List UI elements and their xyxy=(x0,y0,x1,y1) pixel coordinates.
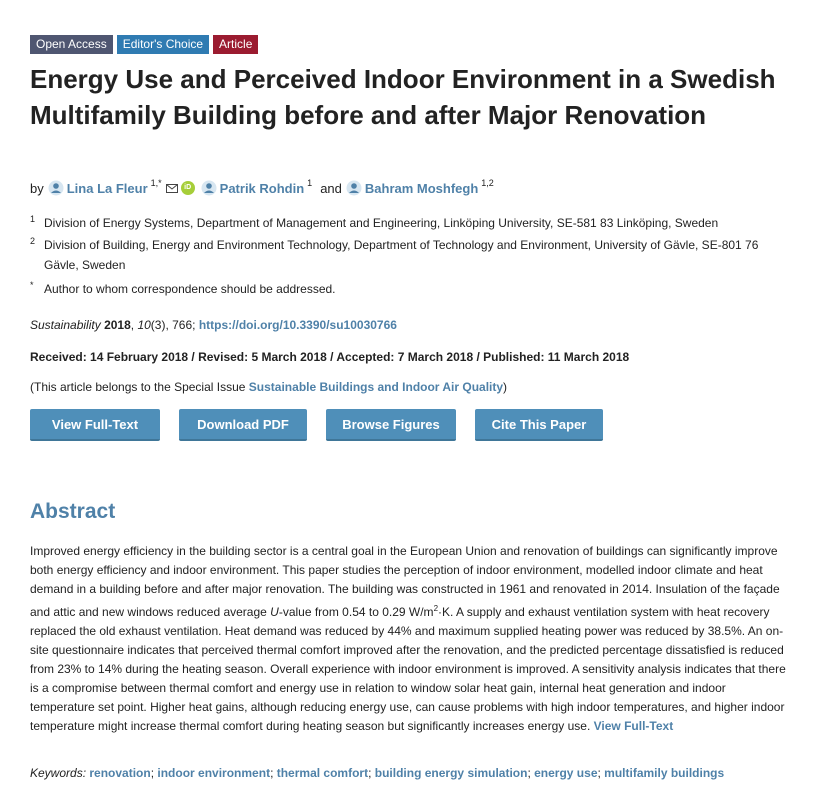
email-icon[interactable] xyxy=(166,184,178,193)
citation-issue-pages: (3), 766; xyxy=(150,318,196,332)
author-list xyxy=(30,180,494,196)
download-pdf-button[interactable]: Download PDF xyxy=(179,409,307,441)
affiliation-2 xyxy=(30,235,774,275)
and-label: and xyxy=(320,180,342,196)
keywords: Keywords: renovation; indoor environment; thermal comfort; building energy simulation; energy use; multifamily buildings xyxy=(30,766,725,780)
abstract-text: Improved energy efficiency in the building sector is a central goal in the European Union and renovation of buildings can significantly improve both energy efficiency and indoor environment. This paper studies the perception of indoor environment, modelled indoor climate and heat demand in a building before and after major renovation. The building was constructed in 1961 and renovated in 2014. Insulation of the façade and attic and new windows reduced average U-value from 0.54 to 0.29 $W/m^2\cdot K$. A supply and exhaust ventilation system with heat recovery replaced the old exhaust ventilation. Heat demand was reduced by 44% and maximum supplied heating power was reduced by 38.5%. An on-site questionnaire indicates that perceived thermal comfort improved after the renovation, and the predicted percentage dissatisfied is reduced from 23% to 14% during the heating season. Overall experience with indoor environment is improved. A sensitivity analysis indicates that there is a compromise between thermal comfort and energy use in relation to window solar heat gain, internal heat generation and indoor temperature set point. Higher heat gains, although reducing energy use, can cause problems with high indoor temperatures, and higher indoor temperature might increase thermal comfort during heating season but significantly increases energy use. View Full-Text xyxy=(30,544,786,733)
citation-volume: 10 xyxy=(137,318,151,332)
author-profile-icon xyxy=(346,180,362,196)
affiliation-number: 2 xyxy=(30,236,36,246)
editors-choice-badge[interactable]: Editor's Choice xyxy=(117,35,209,54)
citation-year: 2018 xyxy=(104,318,131,332)
publication-dates: Received: 14 February 2018 / Revised: 5 March 2018 / Accepted: 7 March 2018 / Published: 11 March 2018 xyxy=(30,350,630,364)
affiliation-correspondence xyxy=(30,279,774,299)
keyword-link[interactable]: renovation xyxy=(89,766,151,780)
journal-name: Sustainability xyxy=(30,318,101,332)
special-issue-suffix: ) xyxy=(503,380,508,394)
abstract-heading: Abstract xyxy=(30,500,116,523)
special-issue-prefix: (This article belongs to the Special Issue xyxy=(30,380,246,394)
author-bahram-moshfegh[interactable]: Bahram Moshfegh xyxy=(364,180,479,196)
action-buttons xyxy=(30,409,603,441)
article-badge: Article xyxy=(213,35,258,54)
keyword-link[interactable]: multifamily buildings xyxy=(604,766,725,780)
keywords-label: Keywords: xyxy=(30,766,87,780)
keyword-link[interactable]: building energy simulation xyxy=(374,766,528,780)
author-lina-la-fleur[interactable]: Lina La Fleur xyxy=(66,180,148,196)
author1-affiliation-sup: 1,* xyxy=(150,178,162,188)
affiliation-text: Division of Building, Energy and Environment Technology, Department of Technology and Environment, University of Gävle, SE-801 76 Gävle, Sweden xyxy=(44,238,759,272)
keyword-link[interactable]: indoor environment xyxy=(157,766,271,780)
cite-paper-button[interactable]: Cite This Paper xyxy=(475,409,603,441)
author-patrik-rohdin[interactable]: Patrik Rohdin xyxy=(219,180,305,196)
author-profile-icon xyxy=(48,180,64,196)
doi-link[interactable]: https://doi.org/10.3390/su10030766 xyxy=(198,318,397,332)
citation-line: Sustainability 2018, 10(3), 766; https://doi.org/10.3390/su10030766 xyxy=(30,318,397,332)
keyword-link[interactable]: thermal comfort xyxy=(276,766,369,780)
special-issue-link[interactable]: Sustainable Buildings and Indoor Air Quality xyxy=(248,380,504,394)
affiliation-1 xyxy=(30,213,774,233)
view-full-text-button[interactable]: View Full-Text xyxy=(30,409,160,441)
browse-figures-button[interactable]: Browse Figures xyxy=(326,409,456,441)
keyword-link[interactable]: energy use xyxy=(534,766,598,780)
abstract-view-full-text-link[interactable]: View Full-Text xyxy=(593,719,674,733)
open-access-badge[interactable]: Open Access xyxy=(30,35,113,54)
by-label: by xyxy=(30,180,44,196)
affiliation-number: * xyxy=(30,280,34,290)
orcid-icon[interactable]: iD xyxy=(181,181,195,195)
author-profile-icon xyxy=(201,180,217,196)
affiliation-text: Division of Energy Systems, Department of Management and Engineering, Linköping University, SE-581 83 Linköping, Sweden xyxy=(44,216,719,230)
affiliation-text: Author to whom correspondence should be addressed. xyxy=(44,282,336,296)
article-title: Energy Use and Perceived Indoor Environment in a Swedish Multifamily Building before and after Major Renovation xyxy=(30,64,776,130)
affiliation-number: 1 xyxy=(30,214,36,224)
special-issue-note xyxy=(30,380,507,394)
badges xyxy=(30,35,258,54)
author2-affiliation-sup: 1 xyxy=(307,178,313,188)
author3-affiliation-sup: 1,2 xyxy=(481,178,494,188)
